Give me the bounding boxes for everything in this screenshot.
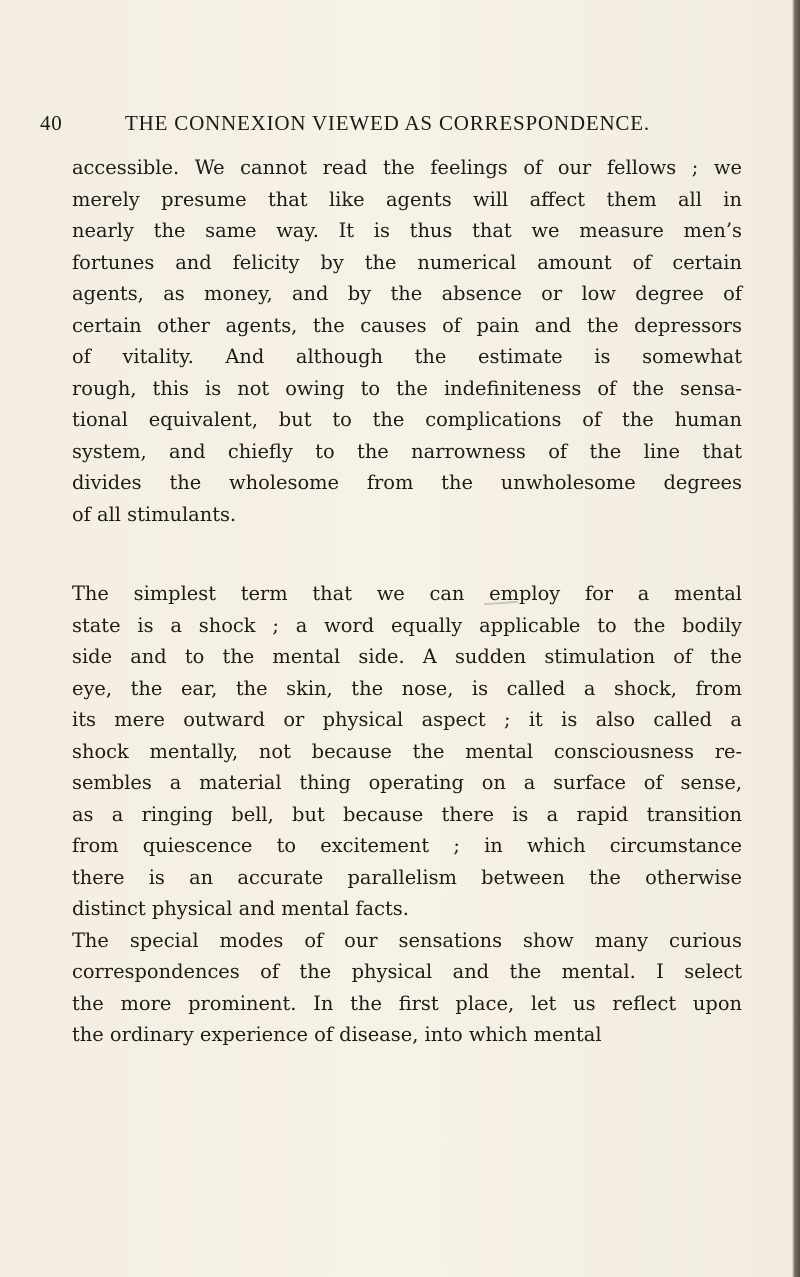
- page-number: 40: [40, 111, 63, 135]
- paragraph-gap: [72, 530, 742, 578]
- text-line: merely presume that like agents will affect them all in: [72, 187, 742, 211]
- page-edge-shadow: [792, 0, 800, 1277]
- text-line: side and to the mental side. A sudden stimulation of the: [72, 645, 742, 668]
- page-header: [40, 111, 760, 141]
- text-line: state is a shock ; a word equally applicable to the bodily: [72, 613, 742, 637]
- text-line: The simplest term that we can employ for a mental: [72, 582, 742, 605]
- paragraph-accessibility: [72, 152, 742, 530]
- text-line: fortunes and felicity by the numerical amount of certain: [72, 250, 742, 274]
- text-line: divides the wholesome from the unwholesome degrees: [72, 471, 742, 494]
- running-head: THE CONNEXION VIEWED AS CORRESPONDENCE.: [125, 111, 650, 135]
- text-line: eye, the ear, the skin, the nose, is called a shock, from: [72, 676, 742, 700]
- paragraph-shock: [72, 578, 742, 1051]
- text-line: there is an accurate parallelism between the otherwise: [72, 865, 742, 889]
- text-line: sembles a material thing operating on a surface of sense,: [72, 771, 742, 794]
- text-line: tional equivalent, but to the complications of the human: [72, 408, 742, 431]
- text-line: shock mentally, not because the mental consciousness re-: [72, 739, 742, 763]
- text-line: its mere outward or physical aspect ; it is also called a: [72, 708, 742, 731]
- text-line: of vitality. And although the estimate is somewhat: [72, 345, 742, 368]
- text-line: certain other agents, the causes of pain and the depressors: [72, 313, 742, 337]
- text-line: the ordinary experience of disease, into which mental: [72, 1023, 602, 1046]
- text-line: of all stimulants.: [72, 502, 237, 526]
- text-line: the more prominent. In the first place, let us reflect upon: [72, 991, 742, 1015]
- main-text: [72, 152, 742, 1051]
- text-line: agents, as money, and by the absence or low degree of: [72, 282, 742, 305]
- text-line: distinct physical and mental facts.: [72, 897, 409, 920]
- text-line: accessible. We cannot read the feelings of our fellows ; we: [72, 156, 742, 179]
- text-line: The special modes of our sensations show many curious: [72, 928, 742, 952]
- text-line: system, and chiefly to the narrowness of the line that: [72, 439, 742, 463]
- text-line: from quiescence to excitement ; in which circumstance: [72, 834, 742, 857]
- text-line: as a ringing bell, but because there is a rapid transition: [72, 802, 742, 826]
- text-line: nearly the same way. It is thus that we measure men’s: [72, 219, 742, 242]
- text-line: rough, this is not owing to the indefiniteness of the sensa-: [72, 376, 742, 400]
- text-line: correspondences of the physical and the mental. I select: [72, 960, 742, 983]
